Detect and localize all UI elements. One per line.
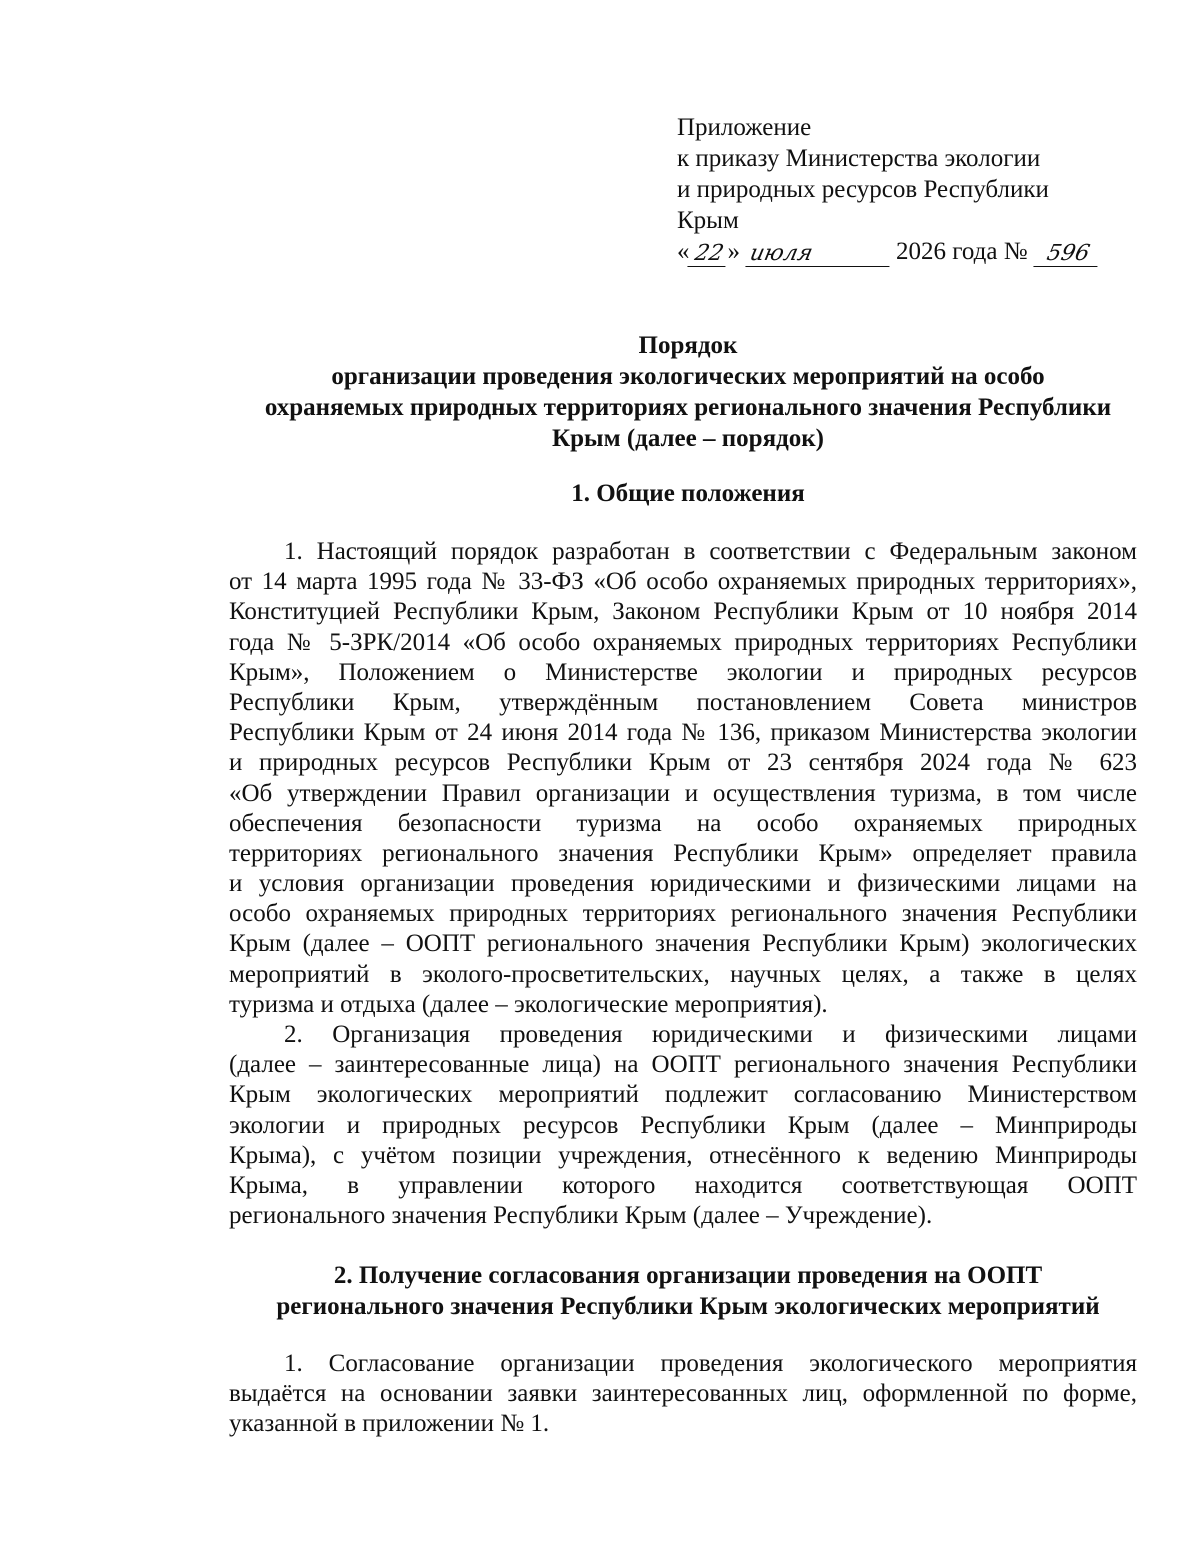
paragraph-line: мероприятий в эколого-просветительских, научных целях, а также в целях	[229, 960, 1137, 988]
paragraph-line: и условия организации проведения юридическими и физическими лицами на	[229, 870, 1137, 898]
paragraph-line: Конституцией Республики Крым, Законом Республики Крым от 10 ноября 2014	[229, 598, 1137, 626]
paragraph-line: территориях регионального значения Республики Крым» определяет правила	[229, 839, 1137, 867]
paragraph-line: Крыма, в управлении которого находится соответствующая ООПТ	[229, 1171, 1137, 1199]
order-year-text: 2026 года №	[896, 238, 1028, 265]
paragraph-line: Крым экологических мероприятий подлежит согласованию Министерством	[229, 1081, 1137, 1109]
title-line: организации проведения экологических мероприятий на особо	[331, 363, 1045, 390]
handwritten-day: 22	[687, 242, 730, 267]
appendix-line: к приказу Министерства экологии	[677, 145, 1041, 172]
paragraph-line: Крым», Положением о Министерстве экологии и природных ресурсов	[229, 658, 1137, 686]
paragraph-line: выдаётся на основании заявки заинтересованных лиц, оформленной по форме,	[229, 1380, 1137, 1408]
appendix-line: Приложение	[677, 114, 812, 141]
title-line: Крым (далее – порядок)	[552, 425, 824, 452]
document-title	[228, 330, 1148, 454]
title-line: охраняемых природных территориях регионального значения Республики	[264, 394, 1112, 421]
section-1-paragraph-2	[229, 1020, 1137, 1231]
order-date-line	[677, 236, 1147, 267]
paragraph-line: 1. Настоящий порядок разработан в соответствии с Федеральным законом	[284, 538, 1137, 565]
paragraph-line: экологии и природных ресурсов Республики Крым (далее – Минприроды	[229, 1111, 1137, 1139]
paragraph-line: 2. Организация проведения юридическими и физическими лицами	[284, 1021, 1137, 1048]
handwritten-month: июля	[745, 242, 894, 267]
section-1-heading	[228, 478, 1148, 509]
paragraph-line: Республики Крым от 24 июня 2014 года № 136, приказом Министерства экологии	[229, 719, 1137, 747]
open-quote: «	[677, 238, 690, 265]
appendix-header	[677, 112, 1147, 267]
section-heading-text: 1. Общие положения	[571, 480, 805, 507]
close-quote: »	[727, 238, 740, 265]
appendix-line: Крым	[677, 207, 739, 234]
paragraph-line: Республики Крым, утверждённым постановлением Совета министров	[229, 688, 1137, 716]
paragraph-line: от 14 марта 1995 года № 33-ФЗ «Об особо охраняемых природных территориях»,	[229, 568, 1137, 596]
section-2-paragraph-1	[229, 1349, 1137, 1440]
section-2-heading	[228, 1260, 1148, 1322]
handwritten-order-number: 596	[1033, 242, 1102, 267]
section-1-paragraph-1	[229, 537, 1137, 1020]
paragraph-line: и природных ресурсов Республики Крым от 23 сентября 2024 года № 623	[229, 749, 1137, 777]
paragraph-line: «Об утверждении Правил организации и осуществления туризма, в том числе	[229, 779, 1137, 807]
title-line: Порядок	[638, 332, 738, 359]
paragraph-line: обеспечения безопасности туризма на особо охраняемых природных	[229, 809, 1137, 837]
paragraph-line: туризма и отдыха (далее – экологические мероприятия).	[229, 990, 828, 1018]
paragraph-line: указанной в приложении № 1.	[229, 1410, 550, 1438]
paragraph-line: 1. Согласование организации проведения экологического мероприятия	[284, 1350, 1137, 1377]
paragraph-line: (далее – заинтересованные лица) на ООПТ регионального значения Республики	[229, 1051, 1137, 1079]
paragraph-line: года № 5-ЗРК/2014 «Об особо охраняемых природных территориях Республики	[229, 628, 1137, 656]
paragraph-line: Крыма), с учётом позиции учреждения, отнесённого к ведению Минприроды	[229, 1141, 1137, 1169]
section-heading-text: 2. Получение согласования организации проведения на ООПТ	[333, 1262, 1043, 1289]
paragraph-line: Крым (далее – ООПТ регионального значения Республики Крым) экологических	[229, 930, 1137, 958]
paragraph-line: регионального значения Республики Крым (далее – Учреждение).	[229, 1202, 933, 1230]
appendix-line: и природных ресурсов Республики	[677, 176, 1049, 203]
section-heading-text: регионального значения Республики Крым экологических мероприятий	[276, 1293, 1100, 1320]
paragraph-line: особо охраняемых природных территориях регионального значения Республики	[229, 900, 1137, 928]
